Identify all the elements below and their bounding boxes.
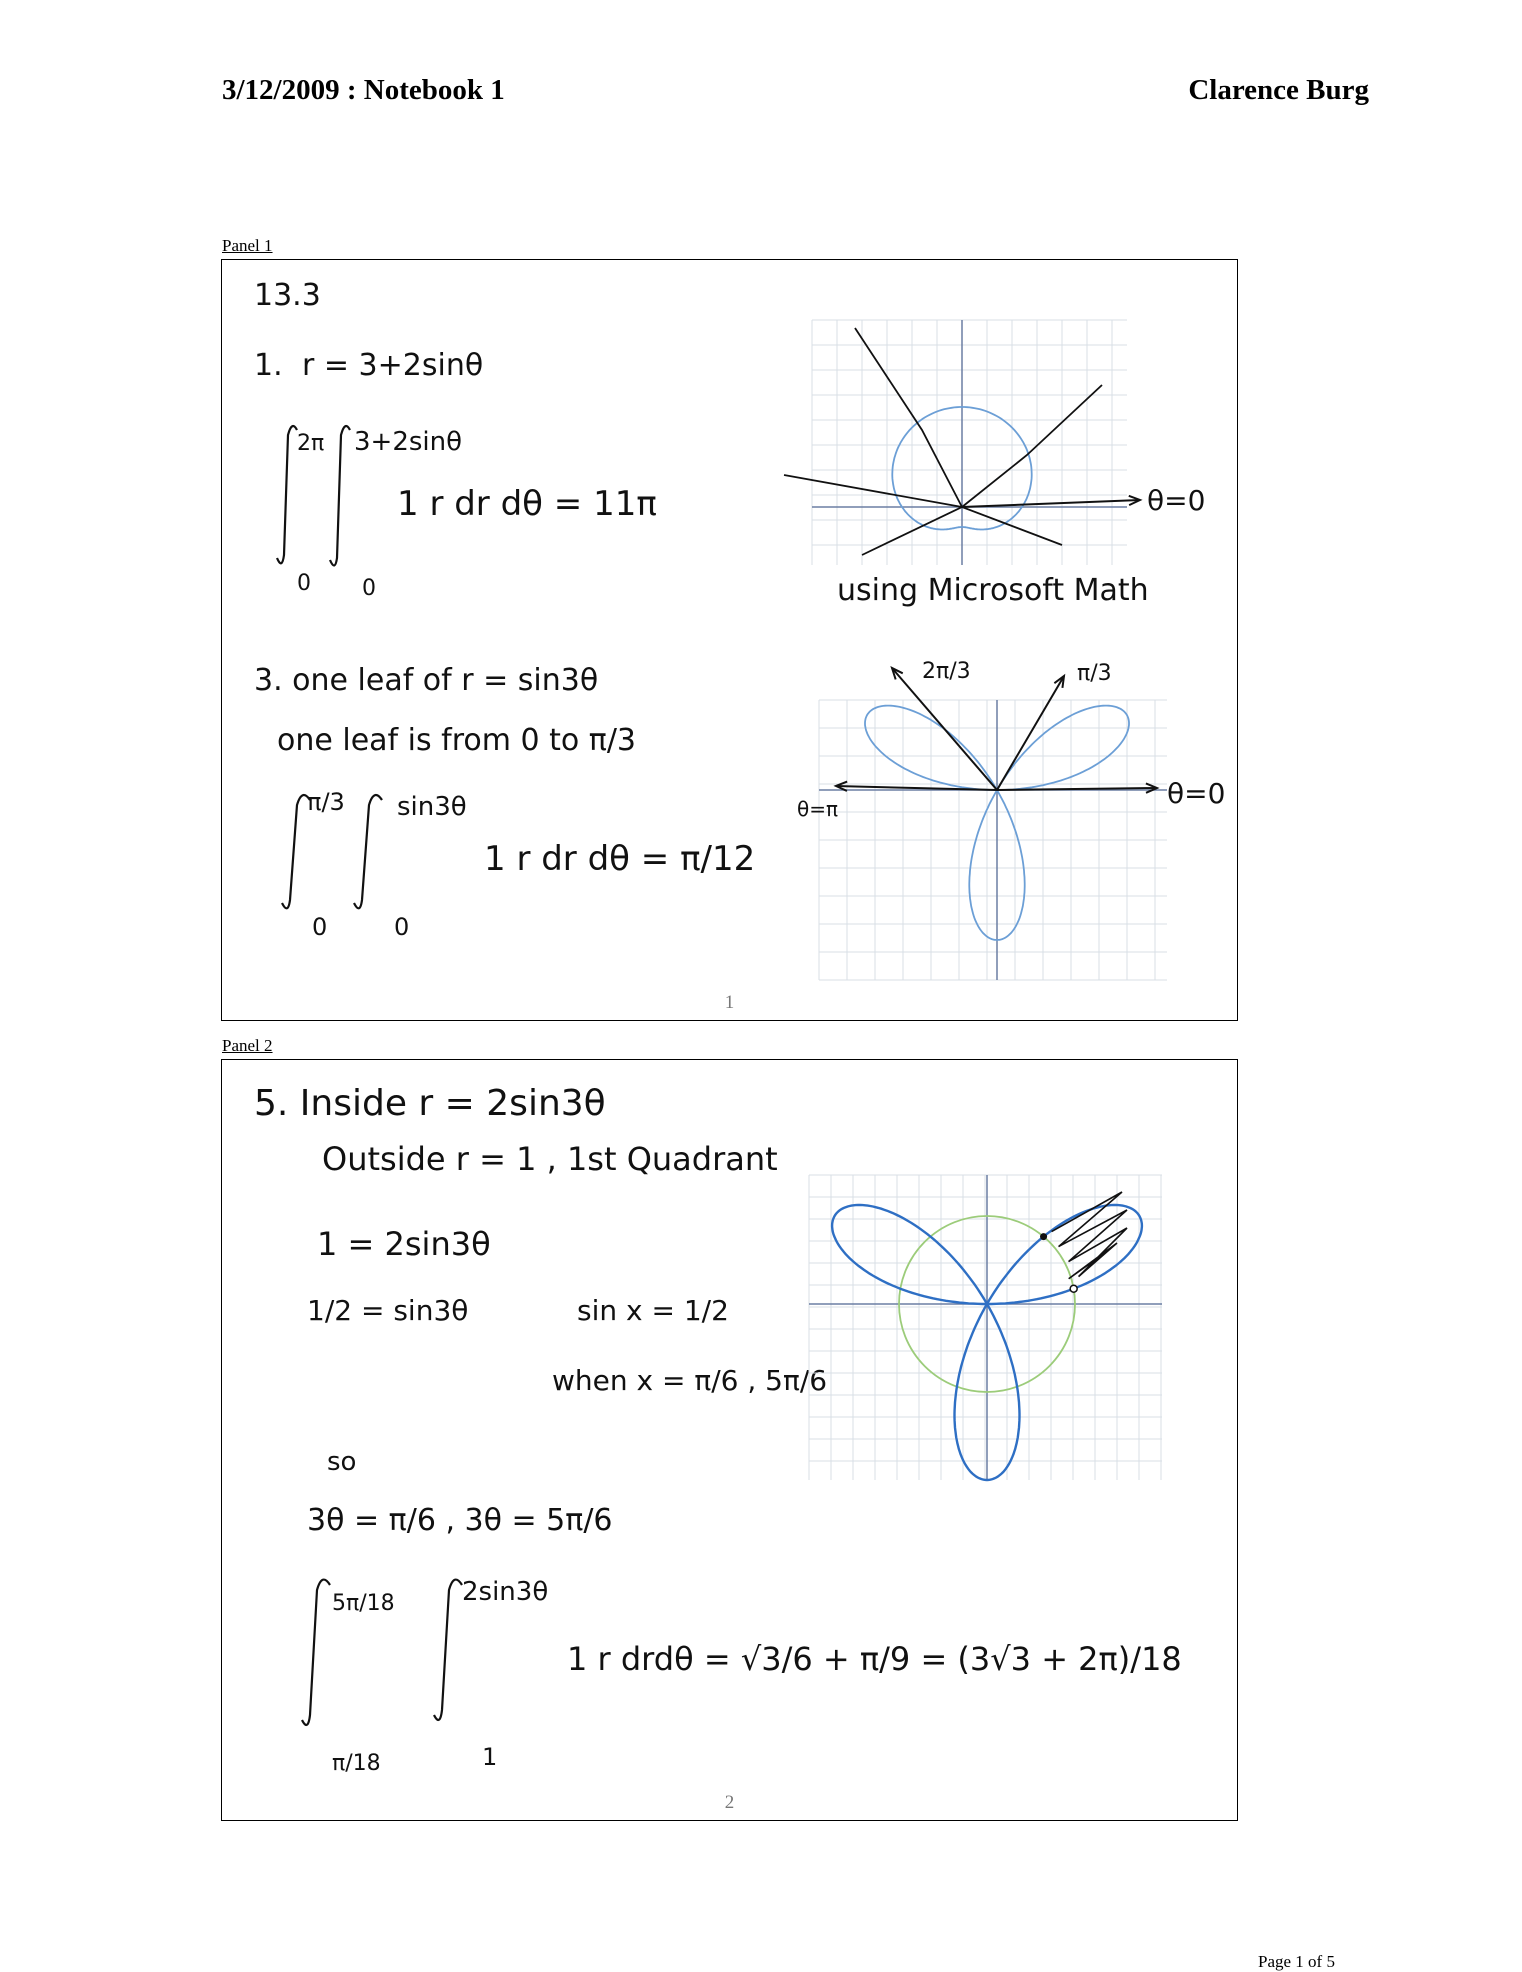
- panel-2: [221, 1059, 1238, 1821]
- graph-rose-and-circle: [809, 1175, 1162, 1480]
- p3-integrand: 1 r dr dθ = π/12: [484, 839, 756, 879]
- problem-1-number: 1.: [254, 348, 283, 383]
- panel-2-label: Panel 2: [222, 1036, 273, 1055]
- panel-1-canvas: [222, 260, 1237, 1020]
- eq-5: 3θ = π/6 , 3θ = 5π/6: [307, 1503, 613, 1538]
- graph1-note: using Microsoft Math: [837, 573, 1149, 608]
- eq-2: 1/2 = sin3θ: [307, 1294, 469, 1327]
- p3-upper-outer: π/3: [307, 788, 345, 816]
- problem-3-line2: one leaf is from 0 to π/3: [277, 723, 637, 758]
- p5-lower-inner: 1: [482, 1743, 498, 1771]
- integral-sign: [302, 1580, 330, 1725]
- p5-lower-outer: π/18: [332, 1751, 381, 1776]
- p5-integrand: 1 r drdθ = √3/6 + π/9 = (3√3 + 2π)/18: [567, 1640, 1182, 1678]
- p1-upper-inner: 3+2sinθ: [354, 427, 463, 457]
- header-date-title: 3/12/2009 : Notebook 1: [222, 74, 505, 106]
- word-so: so: [327, 1447, 357, 1477]
- graph2-theta-zero: θ=0: [1167, 777, 1226, 810]
- graph-three-leaf-rose: [819, 668, 1167, 980]
- tangent-line: [784, 475, 962, 507]
- p1-integrand: 1 r dr dθ = 11π: [397, 484, 657, 524]
- p3-upper-inner: sin3θ: [397, 792, 467, 822]
- tangent-line: [855, 328, 962, 507]
- p1-lower-inner: 0: [362, 576, 376, 601]
- problem-5-line1: 5. Inside r = 2sin3θ: [254, 1083, 606, 1124]
- panel-1-label: Panel 1: [222, 236, 273, 255]
- panel-1: [221, 259, 1238, 1021]
- intersection-point: [1070, 1285, 1077, 1292]
- arrow-pi-3: [997, 676, 1064, 790]
- panel-1-page-number: 1: [724, 992, 735, 1013]
- p5-upper-outer: 5π/18: [332, 1591, 395, 1616]
- arrow-2pi-3: [892, 668, 997, 790]
- integral-sign: [282, 795, 310, 908]
- graph2-angle-pi3: π/3: [1077, 661, 1112, 686]
- eq-4: when x = π/6 , 5π/6: [552, 1364, 828, 1397]
- graph-cardioid: [784, 320, 1140, 565]
- page-footer: Page 1 of 5: [1258, 1952, 1335, 1971]
- tangent-line: [962, 385, 1102, 507]
- integral-sign: [354, 795, 382, 908]
- eq-3: sin x = 1/2: [577, 1294, 729, 1327]
- p3-lower-outer: 0: [312, 913, 328, 941]
- section-number: 13.3: [254, 278, 321, 313]
- panel-2-page-number: 2: [724, 1792, 735, 1813]
- theta-zero-arrow: [962, 500, 1140, 507]
- panel-2-canvas: [222, 1060, 1237, 1820]
- integral-sign: [434, 1580, 462, 1720]
- problem-1-equation: r = 3+2sinθ: [302, 348, 484, 383]
- header-author: Clarence Burg: [1188, 74, 1369, 106]
- integral-sign: [330, 426, 350, 566]
- p1-upper-outer: 2π: [297, 431, 325, 456]
- intersection-point: [1040, 1233, 1047, 1240]
- graph1-axis-label: θ=0: [1147, 484, 1206, 517]
- eq-1: 1 = 2sin3θ: [317, 1225, 491, 1263]
- p1-lower-outer: 0: [297, 571, 311, 596]
- p3-lower-inner: 0: [394, 913, 410, 941]
- p5-upper-inner: 2sin3θ: [462, 1577, 549, 1607]
- problem-3-line1: 3. one leaf of r = sin3θ: [254, 663, 599, 698]
- graph2-angle-2pi3: 2π/3: [922, 659, 971, 684]
- graph2-theta-pi: θ=π: [797, 797, 839, 821]
- integral-sign: [277, 426, 297, 563]
- problem-5-line2: Outside r = 1 , 1st Quadrant: [322, 1140, 778, 1178]
